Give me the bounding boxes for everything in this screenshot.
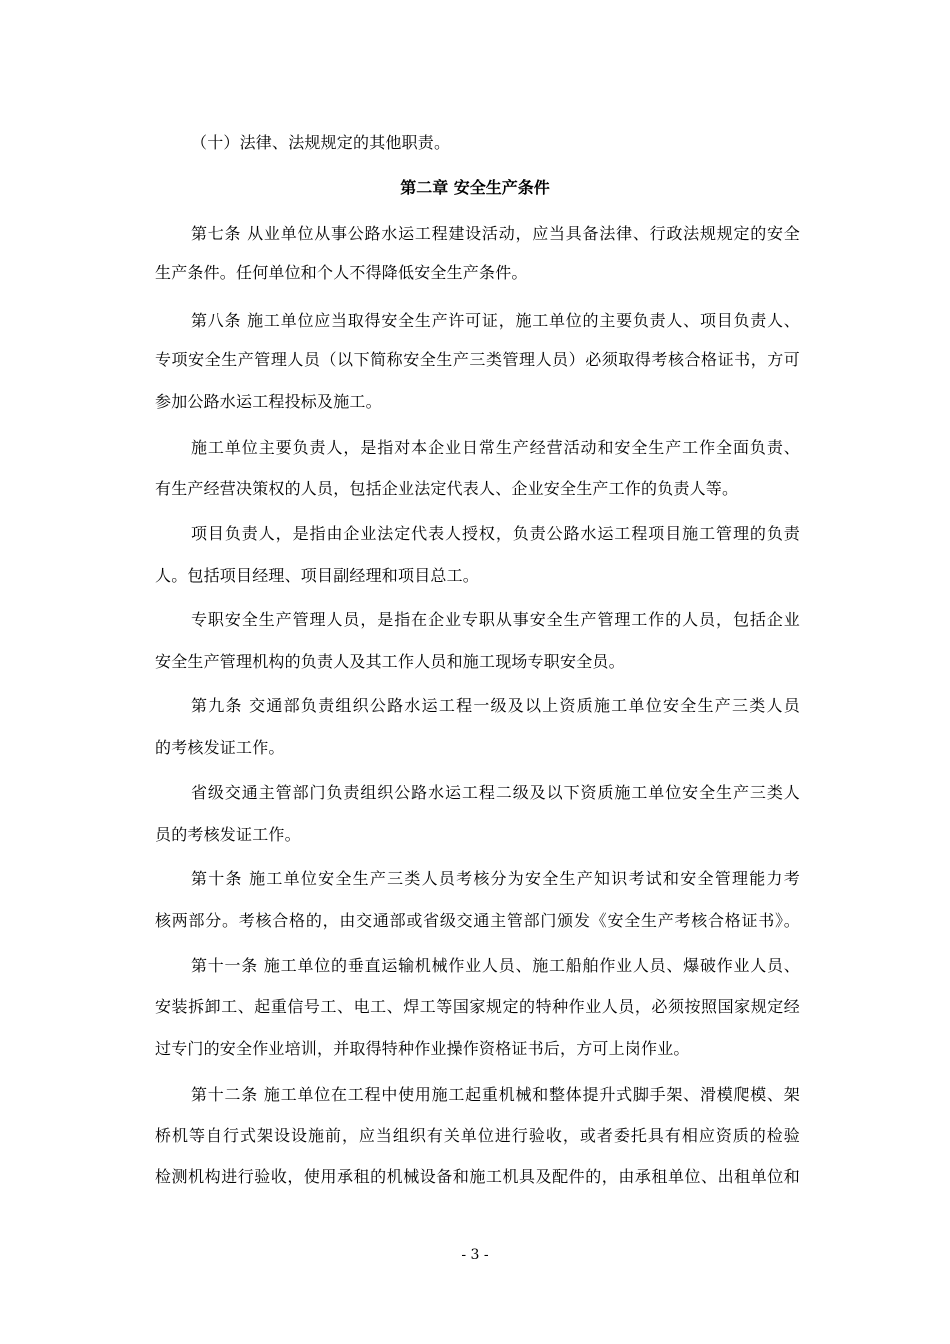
text-line: 安装拆卸工、起重信号工、电工、焊工等国家规定的特种作业人员，必须按照国家规定经 [155, 997, 800, 1016]
text-line: 安全生产管理机构的负责人及其工作人员和施工现场专职安全员。 [155, 652, 625, 671]
text-line: 参加公路水运工程投标及施工。 [155, 392, 382, 411]
text-line: 的考核发证工作。 [155, 738, 285, 757]
text-line: 员的考核发证工作。 [155, 825, 301, 844]
text-line: 施工单位主要负责人，是指对本企业日常生产经营活动和安全生产工作全面负责、 [191, 438, 800, 457]
chapter-heading: 第二章 安全生产条件 [400, 178, 550, 197]
text-line: 桥机等自行式架设设施前，应当组织有关单位进行验收，或者委托具有相应资质的检验 [155, 1126, 800, 1145]
text-line: 第七条 从业单位从事公路水运工程建设活动，应当具备法律、行政法规规定的安全 [191, 224, 800, 243]
text-line: 第八条 施工单位应当取得安全生产许可证，施工单位的主要负责人、项目负责人、 [191, 311, 800, 330]
text-line: 检测机构进行验收，使用承租的机械设备和施工机具及配件的，由承租单位、出租单位和 [155, 1167, 800, 1186]
text-line: （十）法律、法规规定的其他职责。 [191, 133, 451, 152]
text-line: 第十条 施工单位安全生产三类人员考核分为安全生产知识考试和安全管理能力考 [191, 869, 800, 888]
text-line: 有生产经营决策权的人员，包括企业法定代表人、企业安全生产工作的负责人等。 [155, 479, 739, 498]
text-line: 省级交通主管部门负责组织公路水运工程二级及以下资质施工单位安全生产三类人 [191, 783, 800, 802]
text-line: 第九条 交通部负责组织公路水运工程一级及以上资质施工单位安全生产三类人员 [191, 696, 800, 715]
text-line: 项目负责人，是指由企业法定代表人授权，负责公路水运工程项目施工管理的负责 [191, 524, 800, 543]
text-line: 人。包括项目经理、项目副经理和项目总工。 [155, 566, 480, 585]
text-line: 第十一条 施工单位的垂直运输机械作业人员、施工船舶作业人员、爆破作业人员、 [191, 956, 800, 975]
text-line: 第十二条 施工单位在工程中使用施工起重机械和整体提升式脚手架、滑模爬模、架 [191, 1085, 800, 1104]
text-line: 专项安全生产管理人员（以下简称安全生产三类管理人员）必须取得考核合格证书，方可 [155, 350, 800, 369]
text-line: 生产条件。任何单位和个人不得降低安全生产条件。 [155, 263, 528, 282]
text-line: 专职安全生产管理人员，是指在企业专职从事安全生产管理工作的人员，包括企业 [191, 610, 800, 629]
text-line: 核两部分。考核合格的，由交通部或省级交通主管部门颁发《安全生产考核合格证书》。 [155, 911, 800, 930]
page-number: - 3 - [461, 1247, 489, 1263]
text-line: 过专门的安全作业培训，并取得特种作业操作资格证书后，方可上岗作业。 [155, 1039, 690, 1058]
